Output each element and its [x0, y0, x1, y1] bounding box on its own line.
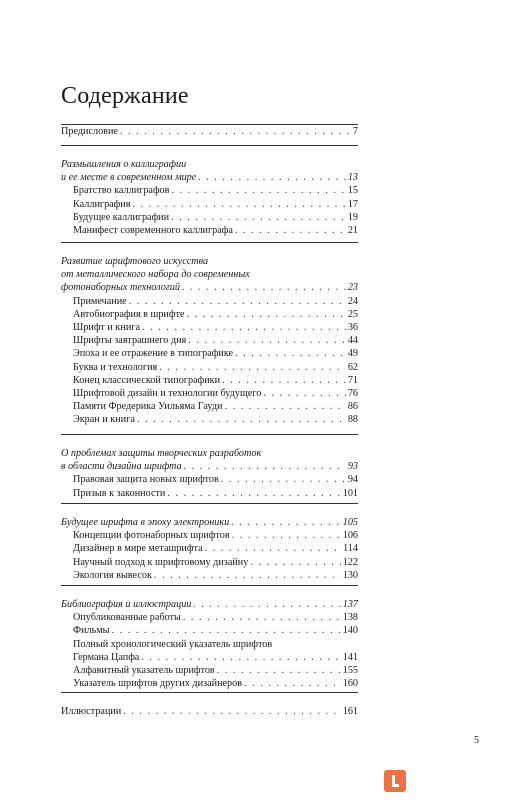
toc-part-entry[interactable]: Будущее шрифта в эпоху электроники . . . 105 [61, 516, 358, 529]
toc-part-entry[interactable]: Библиография и иллюстрации . . . 137 [61, 598, 358, 611]
toc-entry[interactable]: Призыв к законности . . . 101 [61, 487, 358, 500]
toc-entry[interactable]: Шрифтовой дизайн и технологии будущего . . . 76 [61, 387, 358, 400]
toc-entry[interactable]: Германа Цапфа . . . 141 [61, 651, 358, 664]
toc-section-preface [61, 124, 358, 138]
toc-entry[interactable]: Опубликованные работы . . . 138 [61, 611, 358, 624]
toc-section-part5 [61, 585, 358, 690]
toc-part-title: О проблемах защиты творческих разработок [61, 448, 262, 459]
toc-entry[interactable]: Экология вывесок . . . 130 [61, 569, 358, 582]
page-number: 5 [474, 735, 479, 746]
toc-section-part3 [61, 434, 358, 500]
toc-entry[interactable]: Алфавитный указатель шрифтов . . . 155 [61, 664, 358, 677]
toc-entry[interactable]: Будущее каллиграфии . . . 19 [61, 211, 358, 224]
toc-entry[interactable]: Эпоха и ее отражение в типографике . . . 49 [61, 347, 358, 360]
toc-entry-illustrations[interactable]: Иллюстрации . . . 161 [61, 705, 358, 718]
toc-part-entry[interactable]: в области дизайна шрифта . . . 93 [61, 460, 358, 473]
toc-part-title: Размышления о каллиграфии [61, 159, 187, 170]
toc-entry[interactable]: Экран и книга . . . 88 [61, 413, 358, 426]
toc-entry[interactable]: Конец классической типографики . . . 71 [61, 374, 358, 387]
toc-entry[interactable]: Буква и технология . . . 62 [61, 361, 358, 374]
toc-part-entry[interactable]: и ее месте в современном мире . . . 13 [61, 171, 358, 184]
toc-section-illustrations [61, 692, 358, 718]
toc-entry[interactable]: Указатель шрифтов других дизайнеров . . . 160 [61, 677, 358, 690]
toc-entry[interactable]: Шрифты завтрашнего дня . . . 44 [61, 334, 358, 347]
toc-entry[interactable]: Примечание . . . 24 [61, 295, 358, 308]
toc-part-entry[interactable]: фотонаборных технологий . . . 23 [61, 281, 358, 294]
toc-entry[interactable]: Автобиография в шрифте . . . 25 [61, 308, 358, 321]
toc-entry[interactable]: Памяти Фредерика Уильяма Гауди . . . 86 [61, 400, 358, 413]
litres-logo-icon [384, 770, 406, 792]
toc-part-title: от металлического набора до современных [61, 269, 250, 281]
toc-entry[interactable]: Шрифт и книга . . . 36 [61, 321, 358, 334]
toc-section-part1 [61, 145, 358, 237]
toc-part-title: Развитие шрифтового искусства [61, 256, 209, 267]
toc-entry[interactable]: Научный подход к шрифтовому дизайну . . . 122 [61, 556, 358, 569]
toc-entry[interactable]: Дизайнер в мире меташрифта . . . 114 [61, 542, 358, 555]
toc-entry[interactable]: Концепции фотонаборных шрифтов . . . 106 [61, 529, 358, 542]
toc-entry[interactable]: Правовая защита новых шрифтов . . . 94 [61, 473, 358, 486]
toc-entry-preface[interactable]: Предисловие . . . 7 [61, 125, 358, 138]
toc-section-part2 [61, 242, 358, 427]
toc-entry[interactable]: Братство каллиграфов . . . 15 [61, 184, 358, 197]
toc-entry[interactable]: Каллиграфия . . . 17 [61, 198, 358, 211]
toc-entry-line: Полный хронологический указатель шрифтов [73, 638, 273, 650]
toc-entry[interactable]: Фильмы . . . 140 [61, 624, 358, 637]
page-title: Содержание [61, 83, 189, 109]
toc-entry[interactable]: Манифест современного каллиграфа . . . 21 [61, 224, 358, 237]
toc-section-part4 [61, 503, 358, 582]
